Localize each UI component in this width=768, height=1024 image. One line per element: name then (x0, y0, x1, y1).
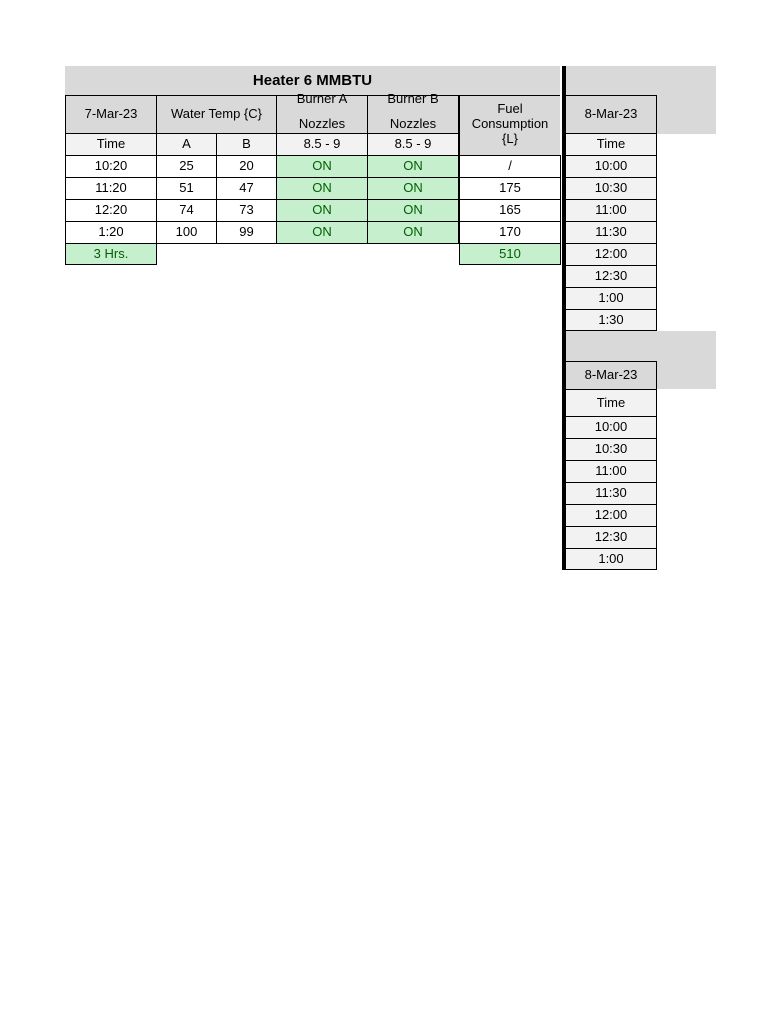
total-fuel: 510 (459, 243, 561, 265)
row-time: 12:20 (65, 199, 157, 222)
right-time-cell: 1:00 (565, 287, 657, 310)
row-temp-a: 100 (156, 221, 217, 244)
row-fuel: 165 (459, 199, 561, 222)
right-time-cell: 10:00 (565, 416, 657, 439)
right-date-1: 8-Mar-23 (565, 95, 657, 134)
date-cell: 7-Mar-23 (65, 95, 157, 134)
col-a-header: A (156, 133, 217, 156)
row-burner-b: ON (367, 177, 459, 200)
row-burner-b: ON (367, 221, 459, 244)
row-time: 11:20 (65, 177, 157, 200)
right-time-header-1: Time (565, 133, 657, 156)
row-burner-b: ON (367, 199, 459, 222)
burner-a-header (276, 91, 368, 134)
water-temp-header: Water Temp {C} (156, 95, 277, 134)
sheet-title: Heater 6 MMBTU (65, 66, 560, 95)
row-time: 1:20 (65, 221, 157, 244)
burner-a-label: Burner A (296, 91, 348, 106)
right-time-cell: 10:30 (565, 177, 657, 200)
row-burner-a: ON (276, 177, 368, 200)
nozzle-range-a: 8.5 - 9 (276, 133, 368, 156)
right-time-cell: 12:00 (565, 504, 657, 527)
right-date-2: 8-Mar-23 (565, 361, 657, 390)
burner-a-nozzles-label: Nozzles (298, 116, 346, 132)
row-temp-a: 25 (156, 155, 217, 178)
row-fuel: 175 (459, 177, 561, 200)
fuel-label-line3: {L} (502, 130, 518, 146)
burner-b-label: Burner B (387, 91, 439, 106)
row-temp-a: 51 (156, 177, 217, 200)
row-temp-b: 20 (216, 155, 277, 178)
row-burner-a: ON (276, 221, 368, 244)
fuel-label-line2: Consumption (471, 115, 549, 131)
right-time-cell: 10:30 (565, 438, 657, 461)
right-time-cell: 12:30 (565, 265, 657, 288)
col-b-header: B (216, 133, 277, 156)
right-time-header-2: Time (565, 389, 657, 417)
row-burner-a: ON (276, 199, 368, 222)
right-time-cell: 11:30 (565, 221, 657, 244)
fuel-label-line1: Fuel (497, 101, 523, 116)
right-time-cell: 1:30 (565, 309, 657, 331)
row-temp-b: 47 (216, 177, 277, 200)
right-time-cell: 1:00 (565, 548, 657, 570)
right-time-cell: 11:00 (565, 199, 657, 222)
right-time-cell: 11:30 (565, 482, 657, 505)
time-header: Time (65, 133, 157, 156)
row-time: 10:20 (65, 155, 157, 178)
total-hours: 3 Hrs. (65, 243, 157, 265)
burner-b-nozzles-label: Nozzles (389, 116, 437, 132)
nozzle-range-b: 8.5 - 9 (367, 133, 459, 156)
right-time-cell: 12:00 (565, 243, 657, 266)
row-temp-a: 74 (156, 199, 217, 222)
row-fuel: 170 (459, 221, 561, 244)
burner-b-header (367, 91, 459, 134)
row-temp-b: 99 (216, 221, 277, 244)
row-fuel: / (459, 155, 561, 178)
row-temp-b: 73 (216, 199, 277, 222)
fuel-consumption-header (459, 95, 560, 156)
row-burner-a: ON (276, 155, 368, 178)
row-burner-b: ON (367, 155, 459, 178)
right-time-cell: 11:00 (565, 460, 657, 483)
right-time-cell: 12:30 (565, 526, 657, 549)
right-time-cell: 10:00 (565, 155, 657, 178)
